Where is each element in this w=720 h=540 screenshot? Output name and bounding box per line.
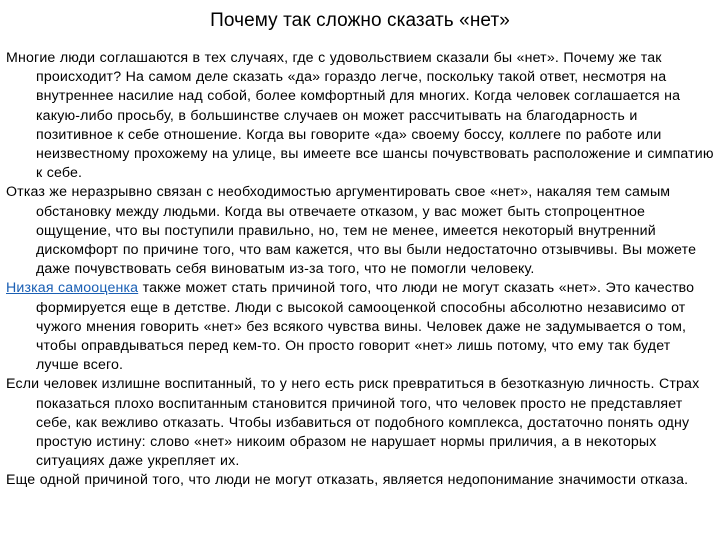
low-self-esteem-link[interactable]: Низкая самооценка xyxy=(6,280,139,297)
paragraph-4 xyxy=(6,375,714,471)
slide-title: Почему так сложно сказать «нет» xyxy=(210,10,510,31)
paragraph-2-text: Отказ же неразрывно связан с необходимостью аргументировать свое «нет», накаляя тем самым обстановку между людьми. Когда вы отвечаете отказом, у вас может быть стопроцентное ощущение, что вы поступили правильно, но, тем не менее, имеется некоторый внутренний дискомфорт по причине того, что вам кажется, что вы были недостаточно отзывчивы. Вы можете даже почувствовать себя виноватым из-за того, что не помогли человеку. xyxy=(6,184,697,278)
paragraph-5-text: Еще одной причиной того, что люди не могут отказать, является недопонимание значимости отказа. xyxy=(6,472,689,489)
paragraph-1 xyxy=(6,49,714,183)
paragraph-5 xyxy=(6,471,714,490)
paragraph-3-text: также может стать причиной того, что люди не могут сказать «нет». Это качество формируется еще в детстве. Люди с высокой самооценкой способны абсолютно независимо от чужого мнения говорить «нет» без всякого чувства вины. Человек даже не задумывается о том, чтобы оправдываться перед кем-то. Он просто говорит «нет» лишь потому, что ему так будет лучше всего. xyxy=(36,280,695,374)
paragraph-1-text: Многие люди соглашаются в тех случаях, где с удовольствием сказали бы «нет». Почему же так происходит? На самом деле сказать «да» гораздо легче, поскольку такой ответ, несмотря на внутреннее насилие над собой, более комфортный для многих. Когда человек соглашается на какую-либо просьбу, в большинстве случаев он может рассчитывать на благодарность и позитивное к себе отношение. Когда вы говорите «да» своему боссу, коллеге по работе или неизвестному прохожему на улице, вы имеете все шансы почувствовать расположение и симпатию к себе. xyxy=(6,50,714,182)
paragraph-2 xyxy=(6,183,714,279)
paragraph-4-text: Если человек излишне воспитанный, то у него есть риск превратиться в безотказную личность. Страх показаться плохо воспитанным становится причиной того, что человек просто не представляет себе, как вежливо отказать. Чтобы избавиться от подобного комплекса, достаточно понять одну простую истину: слово «нет» никоим образом не нарушает нормы приличия, а в некоторых ситуациях даже укрепляет их. xyxy=(6,376,700,470)
slide-body xyxy=(6,49,714,491)
paragraph-3 xyxy=(6,279,714,375)
